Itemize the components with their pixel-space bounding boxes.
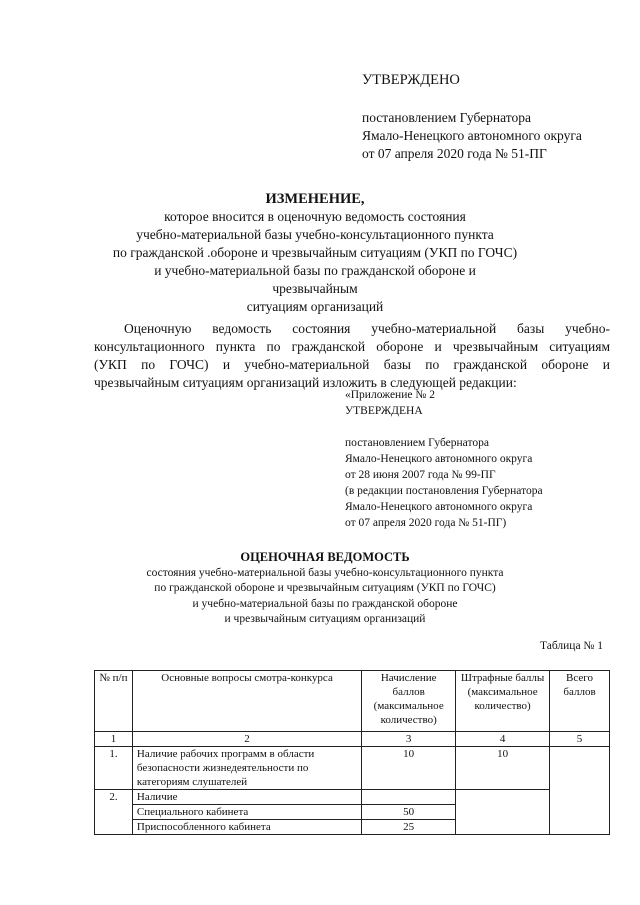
column-number: 2	[132, 732, 361, 747]
row-question: Наличие рабочих программ в области безопасности жизнедеятельности по категориям слушателей	[132, 747, 361, 790]
title-line: учебно-материальной базы учебно-консультационного пункта	[136, 227, 494, 242]
row-num: 2.	[95, 790, 133, 835]
title-heading: ИЗМЕНЕНИЕ,	[265, 191, 365, 207]
paragraph-line: консультационного пункта по гражданской обороне и чрезвычайным ситуациям	[94, 339, 610, 354]
approval-line: постановлением Губернатора	[362, 110, 531, 125]
row-accrual: 10	[362, 747, 456, 790]
appendix-line: Ямало-Ненецкого автономного округа	[345, 501, 533, 513]
approval-line: от 07 апреля 2020 года № 51-ПГ	[362, 146, 547, 161]
table-row	[95, 747, 610, 790]
title-line: которое вносится в оценочную ведомость состояния	[164, 209, 466, 224]
statement-line: и учебно-материальной базы по гражданской обороне	[192, 597, 458, 610]
appendix-line: Ямало-Ненецкого автономного округа	[345, 453, 533, 465]
statement-title	[120, 550, 530, 628]
statement-line: и чрезвычайным ситуациям организаций	[224, 613, 426, 625]
paragraph-line: Оценочную ведомость состояния учебно-материальной базы учебно-	[124, 321, 610, 336]
score-table	[94, 670, 610, 835]
column-number-row	[95, 732, 610, 747]
header-penalty: Штрафные баллы (максимальное количество)	[456, 671, 550, 732]
paragraph-line: (УКП по ГОЧС) и учебно-материальной базы по гражданской обороне и	[94, 357, 610, 372]
row-penalty: 10	[456, 747, 550, 790]
title-line: ситуациям организаций	[246, 299, 384, 314]
title-line: по гражданской .обороне и чрезвычайным ситуациям (УКП по ГОЧС)	[112, 245, 518, 260]
body-paragraph	[124, 320, 610, 338]
header-accrual: Начисление баллов (максимальное количество)	[362, 671, 456, 732]
paragraph-line: чрезвычайным ситуациям организаций изложить в следующей редакции:	[94, 375, 517, 390]
table-header-row	[95, 671, 610, 732]
column-number: 3	[362, 732, 456, 747]
statement-heading: ОЦЕНОЧНАЯ ВЕДОМОСТЬ	[240, 550, 410, 564]
statement-line: по гражданской обороне и чрезвычайным ситуациям (УКП по ГОЧС)	[154, 582, 496, 594]
row-question: Наличие	[132, 790, 361, 805]
column-number: 4	[456, 732, 550, 747]
column-number: 5	[550, 732, 610, 747]
appendix-block	[345, 387, 543, 531]
subrow-value: 25	[362, 820, 456, 835]
subrow-label: Приспособленного кабинета	[132, 820, 361, 835]
subrow-value: 50	[362, 805, 456, 820]
row-total	[550, 747, 610, 835]
header-total: Всего баллов	[550, 671, 610, 732]
subrow-label: Специального кабинета	[132, 805, 361, 820]
row-num: 1.	[95, 747, 133, 790]
appendix-line: от 07 апреля 2020 года № 51-ПГ)	[345, 517, 507, 529]
approval-label: УТВЕРЖДЕНО	[362, 72, 460, 88]
header-num: № п/п	[95, 671, 133, 732]
approval-line: Ямало-Ненецкого автономного округа	[362, 128, 582, 143]
row-accrual	[362, 790, 456, 805]
appendix-line: постановлением Губернатора	[345, 437, 489, 449]
appendix-line: (в редакции постановления Губернатора	[345, 485, 543, 497]
document-title	[110, 190, 520, 316]
header-question: Основные вопросы смотра-конкурса	[132, 671, 361, 732]
column-number: 1	[95, 732, 133, 747]
statement-line: состояния учебно-материальной базы учебно-консультационного пункта	[146, 566, 504, 579]
title-line: и учебно-материальной базы по гражданской обороне и чрезвычайным	[154, 263, 476, 296]
table-row	[95, 790, 610, 805]
appendix-line: «Приложение № 2	[345, 389, 435, 401]
appendix-line: УТВЕРЖДЕНА	[345, 405, 423, 417]
row-penalty	[456, 790, 550, 835]
appendix-line: от 28 июня 2007 года № 99-ПГ	[345, 469, 496, 481]
approval-decree	[362, 109, 582, 163]
table-label: Таблица № 1	[540, 640, 604, 652]
body-paragraph-cont	[94, 338, 610, 392]
